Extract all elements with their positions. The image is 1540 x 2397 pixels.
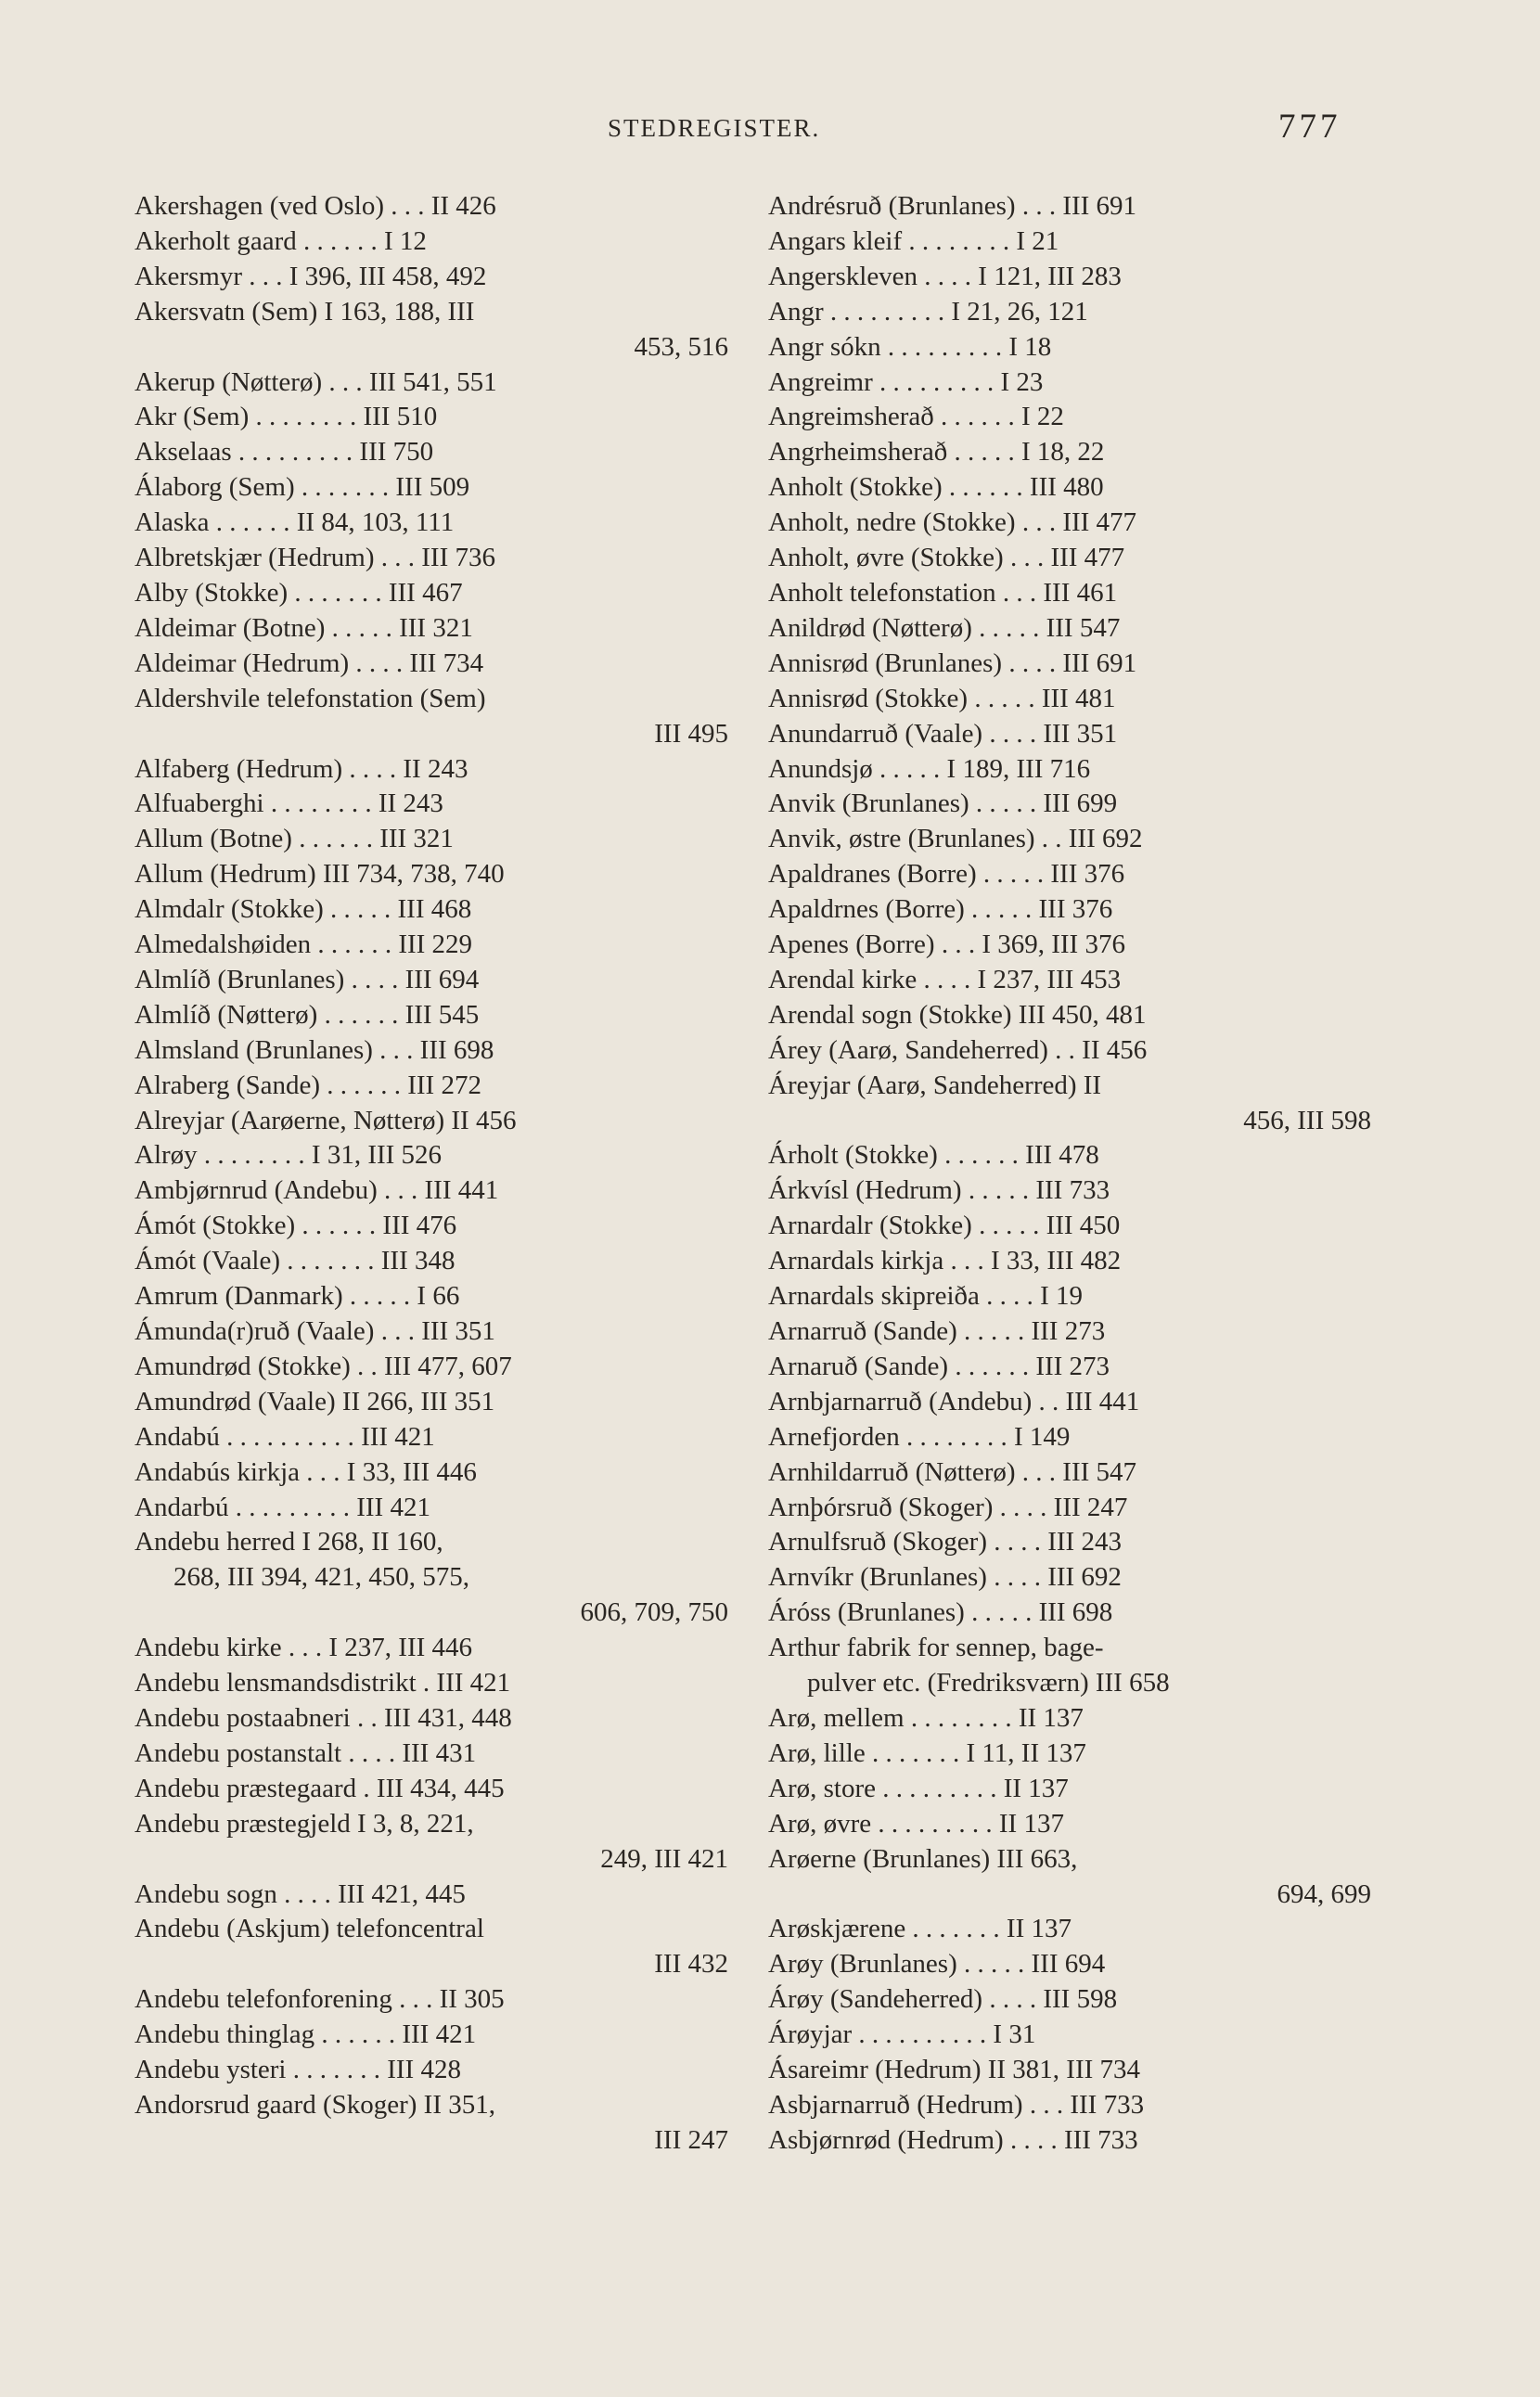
index-entry-line: Arøskjærene . . . . . . . II 137 xyxy=(768,1914,1072,1944)
index-entry xyxy=(135,1772,728,1807)
index-entry xyxy=(768,1596,1371,1631)
index-entry-line: Andebu postanstalt . . . . III 431 xyxy=(135,1737,477,1768)
index-entry-line: Arnardalr (Stokke) . . . . . III 450 xyxy=(768,1211,1121,1241)
index-entry-line: Amrum (Danmark) . . . . . I 66 xyxy=(135,1281,460,1312)
index-entry-line: Alfaberg (Hedrum) . . . . II 243 xyxy=(135,753,468,784)
index-entry xyxy=(135,506,728,541)
index-entry xyxy=(768,1138,1371,1173)
index-entry-line: Andebu sogn . . . . III 421, 445 xyxy=(135,1878,466,1909)
index-entry xyxy=(768,1982,1371,2018)
index-entry xyxy=(768,365,1371,401)
index-entry-line: Árøy (Sandeherred) . . . . III 598 xyxy=(768,1984,1118,2015)
index-entry xyxy=(768,1842,1371,1913)
index-entry xyxy=(768,647,1371,682)
index-entry-line: Arnaruð (Sande) . . . . . . III 273 xyxy=(768,1351,1110,1381)
index-entry-line: Álaborg (Sem) . . . . . . . III 509 xyxy=(135,472,470,503)
index-entry-line: Angreimsherað . . . . . . I 22 xyxy=(768,402,1064,432)
index-entry xyxy=(135,1807,728,1878)
index-entry-line: Akselaas . . . . . . . . . III 750 xyxy=(135,437,434,468)
index-entry-line: Árholt (Stokke) . . . . . . III 478 xyxy=(768,1140,1099,1171)
index-entry xyxy=(768,682,1371,717)
index-entry-line: Anvik, østre (Brunlanes) . . III 692 xyxy=(768,824,1143,854)
index-entry-line: Andebu (Askjum) telefoncentral xyxy=(135,1914,484,1944)
index-entry-line: Angars kleif . . . . . . . . I 21 xyxy=(768,225,1059,256)
index-entry xyxy=(768,1279,1371,1314)
index-entry-line: Asbjørnrød (Hedrum) . . . . III 733 xyxy=(768,2124,1138,2155)
index-entry xyxy=(768,1491,1371,1526)
index-entry-line: III 432 xyxy=(654,1949,728,1980)
index-entry xyxy=(768,1737,1371,1772)
index-entry xyxy=(135,1420,728,1455)
index-entry xyxy=(135,1033,728,1069)
index-entry xyxy=(135,647,728,682)
index-entry xyxy=(768,752,1371,788)
index-entry-line: Arøy (Brunlanes) . . . . . III 694 xyxy=(768,1949,1106,1980)
index-entry xyxy=(135,1491,728,1526)
index-entry xyxy=(768,717,1371,752)
index-entry-line: Akershagen (ved Oslo) . . . II 426 xyxy=(135,191,496,221)
index-entry-line: Arnþórsruð (Skoger) . . . . III 247 xyxy=(768,1492,1128,1522)
index-entry-line: 249, III 421 xyxy=(600,1843,728,1874)
index-entry-line: 694, 699 xyxy=(1277,1878,1371,1909)
index-entry xyxy=(135,1385,728,1420)
index-entry-line: III 247 xyxy=(654,2124,728,2155)
index-entry-line: Andabú . . . . . . . . . . III 421 xyxy=(135,1421,435,1452)
index-entry xyxy=(768,857,1371,892)
index-entry xyxy=(135,1244,728,1279)
index-entry xyxy=(768,928,1371,963)
index-entry xyxy=(135,541,728,576)
index-entry xyxy=(135,1525,728,1631)
index-entry xyxy=(135,1666,728,1701)
page-header xyxy=(0,107,1540,153)
index-entry-line: Anundarruð (Vaale) . . . . III 351 xyxy=(768,718,1118,749)
index-entry-line: Arnvíkr (Brunlanes) . . . . III 692 xyxy=(768,1562,1122,1593)
index-entry xyxy=(768,1947,1371,1982)
index-entry xyxy=(135,2053,728,2088)
index-entry-line: Angr sókn . . . . . . . . . I 18 xyxy=(768,331,1052,362)
index-entry-line: Angreimr . . . . . . . . . I 23 xyxy=(768,366,1044,397)
index-entry xyxy=(768,1631,1371,1701)
index-entry xyxy=(135,1209,728,1244)
index-entry xyxy=(135,2018,728,2053)
index-entry xyxy=(135,295,728,365)
index-entry xyxy=(768,1350,1371,1385)
index-entry-line: Anholt telefonstation . . . III 461 xyxy=(768,577,1118,608)
index-entry xyxy=(768,400,1371,435)
index-entry-line: Almlíð (Brunlanes) . . . . III 694 xyxy=(135,964,480,994)
index-entry-line: Anvik (Brunlanes) . . . . . III 699 xyxy=(768,788,1118,819)
index-entry-line: Anholt, nedre (Stokke) . . . III 477 xyxy=(768,507,1137,538)
index-entry-line: Aldeimar (Botne) . . . . . III 321 xyxy=(135,612,473,643)
index-entry-line: Árøyjar . . . . . . . . . . I 31 xyxy=(768,2019,1036,2050)
index-entry xyxy=(135,857,728,892)
index-entry-line: Andarbú . . . . . . . . . III 421 xyxy=(135,1492,430,1522)
index-entry xyxy=(135,963,728,998)
index-entry-line: Alraberg (Sande) . . . . . . III 272 xyxy=(135,1070,481,1100)
index-entry xyxy=(135,611,728,647)
index-entry xyxy=(768,1772,1371,1807)
index-entry-line: Albretskjær (Hedrum) . . . III 736 xyxy=(135,543,495,573)
index-entry xyxy=(768,1244,1371,1279)
index-entry-line: Ásareimr (Hedrum) II 381, III 734 xyxy=(768,2055,1141,2085)
index-entry xyxy=(135,1737,728,1772)
index-entry xyxy=(768,1701,1371,1737)
index-entry xyxy=(768,189,1371,224)
index-entry-line: Amundrød (Vaale) II 266, III 351 xyxy=(135,1386,495,1416)
index-entry xyxy=(135,822,728,857)
index-entry-line: Andrésruð (Brunlanes) . . . III 691 xyxy=(768,191,1137,221)
index-entry-line: Annisrød (Brunlanes) . . . . III 691 xyxy=(768,647,1137,678)
index-entry xyxy=(768,611,1371,647)
page-number: 777 xyxy=(1278,108,1341,146)
index-entry-line: Arøerne (Brunlanes) III 663, xyxy=(768,1843,1078,1874)
index-entry-line: Alreyjar (Aarøerne, Nøtterø) II 456 xyxy=(135,1105,517,1135)
index-entry xyxy=(135,682,728,752)
index-entry-line: 456, III 598 xyxy=(1243,1105,1371,1135)
index-entry-line: Akerholt gaard . . . . . . I 12 xyxy=(135,225,427,256)
index-entry xyxy=(768,541,1371,576)
index-entry-line: Andebu kirke . . . I 237, III 446 xyxy=(135,1633,473,1663)
index-entry xyxy=(135,1982,728,2018)
index-entry-line: Apaldrnes (Borre) . . . . . III 376 xyxy=(768,894,1113,925)
index-entry xyxy=(768,998,1371,1033)
index-entry xyxy=(135,1701,728,1737)
index-entry-line: Árey (Aarø, Sandeherred) . . II 456 xyxy=(768,1034,1148,1065)
index-entry-line: Ambjørnrud (Andebu) . . . III 441 xyxy=(135,1175,499,1206)
index-column-right xyxy=(768,189,1371,2159)
index-entry-line: Annisrød (Stokke) . . . . . III 481 xyxy=(768,683,1116,713)
index-entry-line: Andebu postaabneri . . III 431, 448 xyxy=(135,1702,512,1733)
index-entry xyxy=(135,400,728,435)
index-entry-line: Angerskleven . . . . I 121, III 283 xyxy=(768,261,1122,291)
index-entry-line: Arthur fabrik for sennep, bage- xyxy=(768,1633,1104,1663)
index-entry xyxy=(135,224,728,260)
index-entry-line: Ámót (Stokke) . . . . . . III 476 xyxy=(135,1211,457,1241)
index-entry-line: Alrøy . . . . . . . . I 31, III 526 xyxy=(135,1140,443,1171)
index-entry xyxy=(135,1138,728,1173)
index-entry-line: Arnarruð (Sande) . . . . . III 273 xyxy=(768,1316,1106,1346)
index-entry-line: Andebu præstegjeld I 3, 8, 221, xyxy=(135,1808,474,1839)
index-entry xyxy=(135,1631,728,1666)
index-entry-line: Almdalr (Stokke) . . . . . III 468 xyxy=(135,894,472,925)
index-entry-line: Andebu herred I 268, II 160, xyxy=(135,1527,443,1557)
index-entry-line: Almedalshøiden . . . . . . III 229 xyxy=(135,929,473,960)
index-entry-line: Andabús kirkja . . . I 33, III 446 xyxy=(135,1456,477,1487)
index-entry xyxy=(768,2018,1371,2053)
index-entry-line: Arnulfsruð (Skoger) . . . . III 243 xyxy=(768,1527,1122,1557)
index-entry-line: 268, III 394, 421, 450, 575, xyxy=(173,1562,469,1593)
index-entry-line: Anundsjø . . . . . I 189, III 716 xyxy=(768,753,1091,784)
index-entry-line: Andebu telefonforening . . . II 305 xyxy=(135,1984,505,2015)
index-entry-line: Akersvatn (Sem) I 163, 188, III xyxy=(135,296,475,327)
index-entry xyxy=(768,892,1371,928)
index-entry-line: III 495 xyxy=(654,718,728,749)
index-entry xyxy=(135,1350,728,1385)
index-entry-line: 453, 516 xyxy=(634,331,728,362)
index-entry xyxy=(768,224,1371,260)
index-entry-line: Angr . . . . . . . . . I 21, 26, 121 xyxy=(768,296,1088,327)
index-entry xyxy=(135,576,728,611)
index-entry-line: Arnardals skipreiða . . . . I 19 xyxy=(768,1281,1084,1312)
index-entry xyxy=(135,928,728,963)
index-entry-line: Arendal kirke . . . . I 237, III 453 xyxy=(768,964,1122,994)
index-entry-line: Andebu thinglag . . . . . . III 421 xyxy=(135,2019,477,2050)
index-entry xyxy=(768,822,1371,857)
index-entry xyxy=(768,1209,1371,1244)
index-entry xyxy=(768,2053,1371,2088)
index-entry xyxy=(135,1104,728,1139)
index-entry xyxy=(768,1173,1371,1209)
index-entry-line: Andebu lensmandsdistrikt . III 421 xyxy=(135,1668,511,1698)
index-entry xyxy=(768,963,1371,998)
index-entry xyxy=(135,435,728,470)
index-entry-line: Arnardals kirkja . . . I 33, III 482 xyxy=(768,1246,1122,1276)
index-entry-line: Anildrød (Nøtterø) . . . . . III 547 xyxy=(768,612,1121,643)
index-entry-line: Arø, lille . . . . . . . I 11, II 137 xyxy=(768,1737,1086,1768)
index-entry-line: Allum (Botne) . . . . . . III 321 xyxy=(135,824,454,854)
index-entry xyxy=(135,2088,728,2159)
index-entry xyxy=(135,1279,728,1314)
index-entry xyxy=(135,470,728,506)
index-entry-line: Alfuaberghi . . . . . . . . II 243 xyxy=(135,788,443,819)
index-entry-line: Apaldranes (Borre) . . . . . III 376 xyxy=(768,859,1125,890)
index-entry xyxy=(768,435,1371,470)
index-entry-line: 606, 709, 750 xyxy=(580,1597,728,1628)
index-entry-line: Aldershvile telefonstation (Sem) xyxy=(135,683,486,713)
index-entry-line: pulver etc. (Fredriksværn) III 658 xyxy=(807,1668,1170,1698)
index-entry xyxy=(135,189,728,224)
index-entry-line: Ámunda(r)ruð (Vaale) . . . III 351 xyxy=(135,1316,495,1346)
index-entry xyxy=(135,787,728,822)
index-entry xyxy=(135,1455,728,1491)
index-entry xyxy=(768,506,1371,541)
index-entry-line: Andebu ysteri . . . . . . . III 428 xyxy=(135,2055,461,2085)
index-entry xyxy=(135,998,728,1033)
index-entry-line: Áreyjar (Aarø, Sandeherred) II xyxy=(768,1070,1102,1100)
index-entry xyxy=(768,1455,1371,1491)
index-entry-line: Alaska . . . . . . II 84, 103, 111 xyxy=(135,507,455,538)
index-entry xyxy=(135,365,728,401)
index-entry xyxy=(768,2123,1371,2159)
index-entry xyxy=(768,2088,1371,2123)
index-entry-line: Arø, store . . . . . . . . . II 137 xyxy=(768,1773,1069,1803)
index-entry-line: Aldeimar (Hedrum) . . . . III 734 xyxy=(135,647,484,678)
index-entry xyxy=(768,1314,1371,1350)
index-entry-line: Almsland (Brunlanes) . . . III 698 xyxy=(135,1034,494,1065)
index-entry xyxy=(768,1912,1371,1947)
index-entry-line: Arendal sogn (Stokke) III 450, 481 xyxy=(768,999,1147,1030)
index-entry-line: Allum (Hedrum) III 734, 738, 740 xyxy=(135,859,505,890)
index-entry-line: Amundrød (Stokke) . . III 477, 607 xyxy=(135,1351,512,1381)
index-entry-line: Anholt, øvre (Stokke) . . . III 477 xyxy=(768,543,1125,573)
index-entry-line: Asbjarnarruð (Hedrum) . . . III 733 xyxy=(768,2089,1145,2120)
index-entry xyxy=(768,295,1371,330)
index-entry xyxy=(135,752,728,788)
index-entry xyxy=(768,1525,1371,1560)
index-entry-line: Apenes (Borre) . . . I 369, III 376 xyxy=(768,929,1125,960)
index-entry-line: Arnbjarnarruð (Andebu) . . III 441 xyxy=(768,1386,1140,1416)
index-entry xyxy=(135,1069,728,1104)
index-entry-line: Andorsrud gaard (Skoger) II 351, xyxy=(135,2089,495,2120)
index-entry-line: Ámót (Vaale) . . . . . . . III 348 xyxy=(135,1246,456,1276)
index-entry xyxy=(768,576,1371,611)
index-entry xyxy=(768,787,1371,822)
index-entry-line: Akr (Sem) . . . . . . . . III 510 xyxy=(135,402,438,432)
index-entry-line: Angrheimsherað . . . . . I 18, 22 xyxy=(768,437,1105,468)
index-entry-line: Alby (Stokke) . . . . . . . III 467 xyxy=(135,577,463,608)
index-entry-line: Árkvísl (Hedrum) . . . . . III 733 xyxy=(768,1175,1110,1206)
index-entry-line: Akerup (Nøtterø) . . . III 541, 551 xyxy=(135,366,497,397)
index-entry-line: Arø, øvre . . . . . . . . . II 137 xyxy=(768,1808,1064,1839)
index-entry xyxy=(768,470,1371,506)
index-entry xyxy=(135,260,728,295)
index-entry xyxy=(135,1173,728,1209)
index-entry xyxy=(768,1069,1371,1139)
index-entry xyxy=(768,1420,1371,1455)
index-entry-line: Áróss (Brunlanes) . . . . . III 698 xyxy=(768,1597,1113,1628)
index-entry xyxy=(768,260,1371,295)
index-entry-line: Akersmyr . . . I 396, III 458, 492 xyxy=(135,261,487,291)
index-entry xyxy=(135,1314,728,1350)
index-entry xyxy=(135,1912,728,1982)
index-entry xyxy=(768,1807,1371,1842)
index-entry-line: Andebu præstegaard . III 434, 445 xyxy=(135,1773,505,1803)
running-title: STEDREGISTER. xyxy=(608,114,821,142)
index-entry xyxy=(135,1878,728,1913)
index-entry xyxy=(768,1033,1371,1069)
index-entry xyxy=(768,1560,1371,1596)
index-entry-line: Arnhildarruð (Nøtterø) . . . III 547 xyxy=(768,1456,1137,1487)
index-entry-line: Almlíð (Nøtterø) . . . . . . III 545 xyxy=(135,999,480,1030)
index-entry xyxy=(135,892,728,928)
index-entry-line: Anholt (Stokke) . . . . . . III 480 xyxy=(768,472,1104,503)
index-entry-line: Arnefjorden . . . . . . . . I 149 xyxy=(768,1421,1071,1452)
index-column-left xyxy=(135,189,728,2159)
index-entry xyxy=(768,1385,1371,1420)
index-entry-line: Arø, mellem . . . . . . . . II 137 xyxy=(768,1702,1084,1733)
index-entry xyxy=(768,330,1371,365)
